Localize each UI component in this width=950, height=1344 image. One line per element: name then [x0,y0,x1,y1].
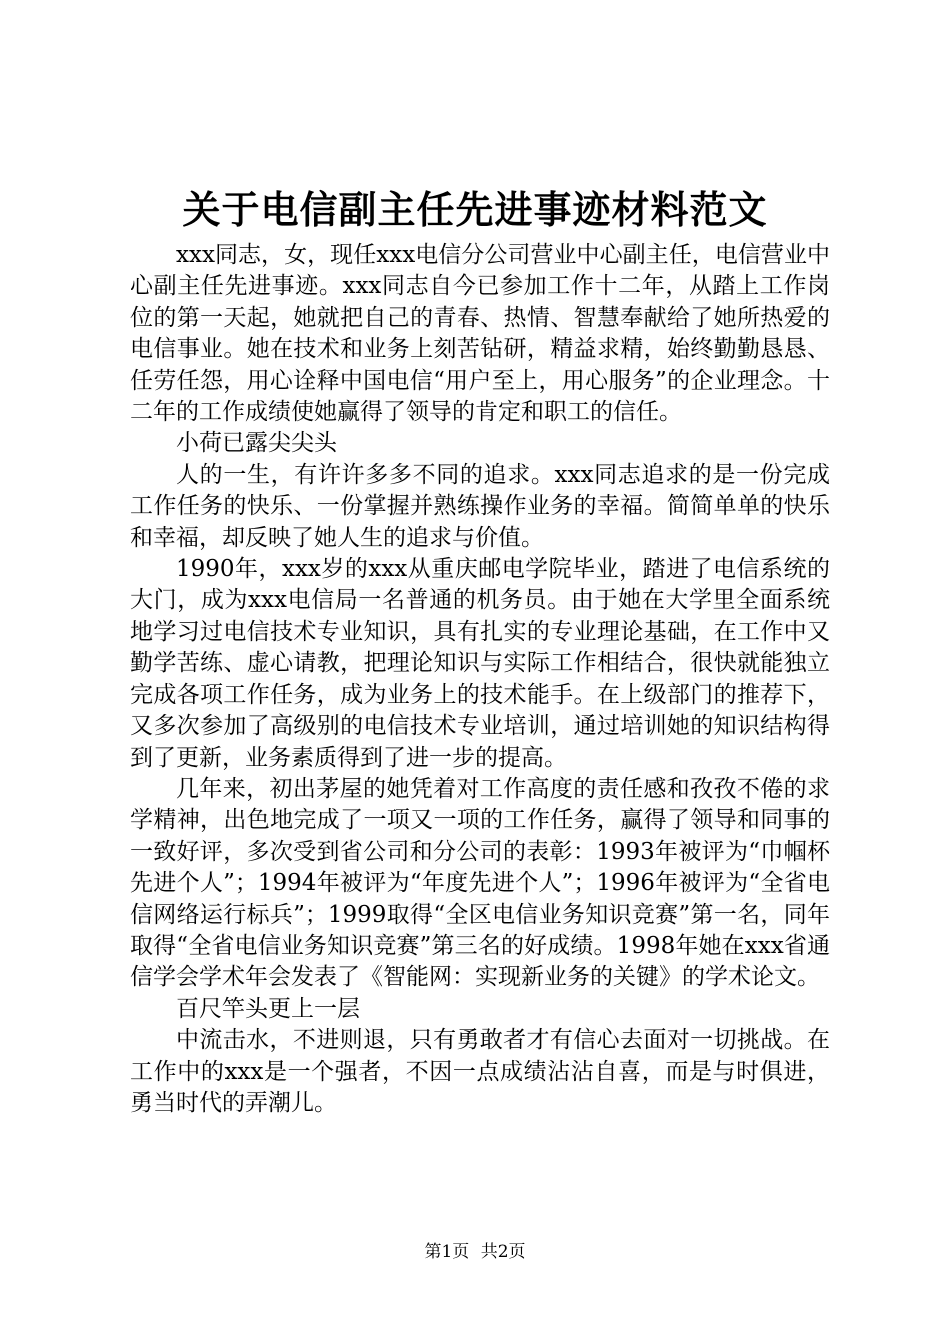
document-body [130,240,830,1119]
page-number: 第1页 [424,1242,470,1262]
paragraph-career-start: 1990年，xxx岁的xxx从重庆邮电学院毕业，踏进了电信系统的大门，成为xxx电信局一名普通的机务员。由于她在大学里全面系统地学习过电信技术专业知识，具有扎实的专业理论基础，在工作中又勤学苦练、虚心请教，把理论知识与实际工作相结合，很快就能独立完成各项工作任务，成为业务上的技术能手。在上级部门的推荐下，又多次参加了高级别的电信技术专业培训，通过培训她的知识结构得到了更新，业务素质得到了进一步的提高。 [130,556,830,771]
paragraph-honors: 几年来，初出茅屋的她凭着对工作高度的责任感和孜孜不倦的求学精神，出色地完成了一项又一项的工作任务，赢得了领导和同事的一致好评，多次受到省公司和分公司的表彰：1993年被评为“巾帼杯先进个人”；1994年被评为“年度先进个人”；1996年被评为“全省电信网络运行标兵”；1999取得“全区电信业务知识竞赛”第一名，同年取得“全省电信业务知识竞赛”第三名的好成绩。1998年她在xxx省通信学会学术年会发表了《智能网：实现新业务的关键》的学术论文。 [130,775,830,991]
paragraph-intro: xxx同志，女，现任xxx电信分公司营业中心副主任，电信营业中心副主任先进事迹。xxx同志自今已参加工作十二年，从踏上工作岗位的第一天起，她就把自己的青春、热情、智慧奉献给了她所热爱的电信事业。她在技术和业务上刻苦钻研，精益求精，始终勤勤恳恳、任劳任怨，用心诠释中国电信“用户至上，用心服务”的企业理念。十二年的工作成绩使她赢得了领导的肯定和职工的信任。 [130,242,830,426]
paragraph-pursuit: 人的一生，有许许多多不同的追求。xxx同志追求的是一份完成工作任务的快乐、一份掌握并熟练操作业务的幸福。简简单单的快乐和幸福，却反映了她人生的追求与价值。 [130,461,830,551]
document-title: 关于电信副主任先进事迹材料范文 [182,187,768,232]
page-total: 共2页 [480,1242,526,1262]
page-footer [0,1240,950,1264]
paragraph-challenge: 中流击水，不进则退，只有勇敢者才有信心去面对一切挑战。在工作中的xxx是一个强者，不因一点成绩沾沾自喜，而是与时俱进，勇当时代的弄潮儿。 [130,1027,830,1116]
section-heading-1: 小荷已露尖尖头 [176,430,337,457]
section-heading-2: 百尺竿头更上一层 [176,995,360,1022]
